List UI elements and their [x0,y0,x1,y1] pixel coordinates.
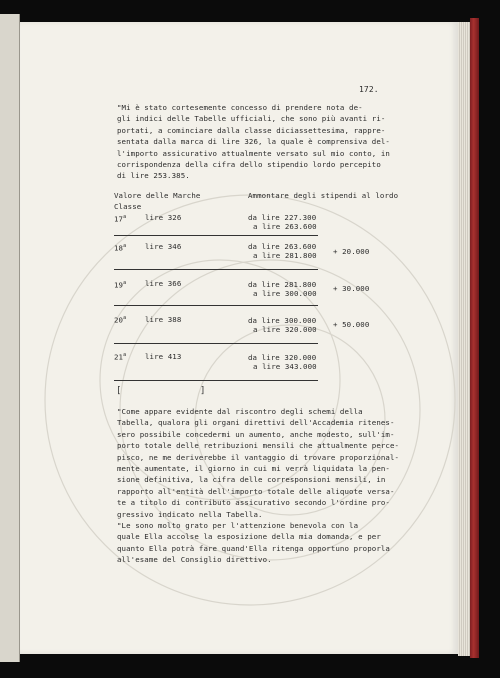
previous-page-edge [0,14,20,662]
table-divider [114,235,318,236]
para2-line: rapporto all'entità dell'importo totale delle aliquote versa- [117,486,395,496]
para2-line: gressivo indicato nella Tabella. [117,509,263,519]
table-row-diff: + 50.000 [333,320,370,329]
para3-line: all'esame del Consiglio direttivo. [117,555,272,565]
para3-line: "Le sono molto grato per l'attenzione benevola con la [117,521,359,530]
table-row-marca: lire 326 [145,213,182,222]
table-row-from: da lire 320.000 [248,353,317,362]
table-row-to: a lire 320.000 [253,325,317,334]
para3-line: quale Ella accolse la esposizione della mia domanda, e per [117,532,381,542]
table-divider [114,380,318,381]
para2-line: "Come appare evidente dal riscontro degli schemi della [117,407,363,416]
table-divider [114,343,318,344]
para2-line: Tabella, qualora gli organi direttivi dell'Accademia ritenes- [117,418,395,428]
para2-line: mente aumentate, il giorno in cui mi verrà liquidata la pen- [117,464,390,473]
table-row-diff: + 30.000 [333,284,370,293]
intro-line: l'importo assicurativo attualmente versato sul mio conto, in [117,148,390,158]
table-row-to: a lire 343.000 [253,362,317,371]
book-cover-edge [470,18,479,658]
intro-line: di lire 253.385. [117,171,190,181]
intro-line: sentata dalla marca di lire 326, la quale è comprensiva del- [117,137,390,147]
table-divider [114,269,318,270]
table-header-left: Valore delle Marche [114,191,201,200]
table-row-to: a lire 281.800 [253,251,317,260]
table-row-class: 17$^a$ [114,214,127,224]
table-row-marca: lire 413 [145,352,182,361]
para2-line: sione definitiva, la cifra delle corresponsioni mensili, in [117,475,386,485]
page-stack-edge [458,22,470,656]
para3-line: quanto Ella potrà fare quand'Ella ritenga opportuno proporla [117,543,390,553]
table-row-marca: lire 388 [145,315,182,324]
table-row-to: a lire 263.600 [253,222,317,231]
para2-line: pisco, ne me deriverebbe il vantaggio di trovare proporzional- [117,452,400,462]
bracket-open: [ [116,386,122,396]
table-row-class: 21$^a$ [114,352,127,362]
page-number: 172. [359,85,379,94]
table-row-class: 19$^a$ [114,280,127,290]
table-row-to: a lire 300.000 [253,289,317,298]
table-header-right: Ammontare degli stipendi al lordo [248,191,399,200]
table-row-from: da lire 263.600 [248,242,317,251]
para2-line: sero possibile concedermi un aumento, anche modesto, sull'im- [117,429,395,439]
para2-line: porto totale delle retribuzioni mensili che attualmente perce- [117,441,400,451]
para2-line: te a titolo di contributo assicurativo secondo l'ordine pro- [117,498,390,508]
table-row-from: da lire 227.300 [248,213,317,222]
intro-line: gli indici delle Tabelle ufficiali, che sono più avanti ri- [117,114,386,124]
table-row-from: da lire 281.800 [248,280,317,289]
table-row-from: da lire 300.000 [248,316,317,325]
table-row-diff: + 20.000 [333,247,370,256]
table-row-class: 18$^a$ [114,243,127,253]
bracket-close: ] [200,386,206,396]
intro-line: portati, a cominciare dalla classe diciassettesima, rappre- [117,125,386,135]
table-row-marca: lire 346 [145,242,182,251]
table-row-class: 20$^a$ [114,315,127,325]
table-header-classe: Classe [114,202,142,211]
intro-line: "Mi è stato cortesemente concesso di prendere nota de- [117,103,363,112]
table-row-marca: lire 366 [145,279,182,288]
intro-line: corrispondenza della cifra dello stipendio lordo percepito [117,160,381,169]
table-divider [114,305,318,306]
